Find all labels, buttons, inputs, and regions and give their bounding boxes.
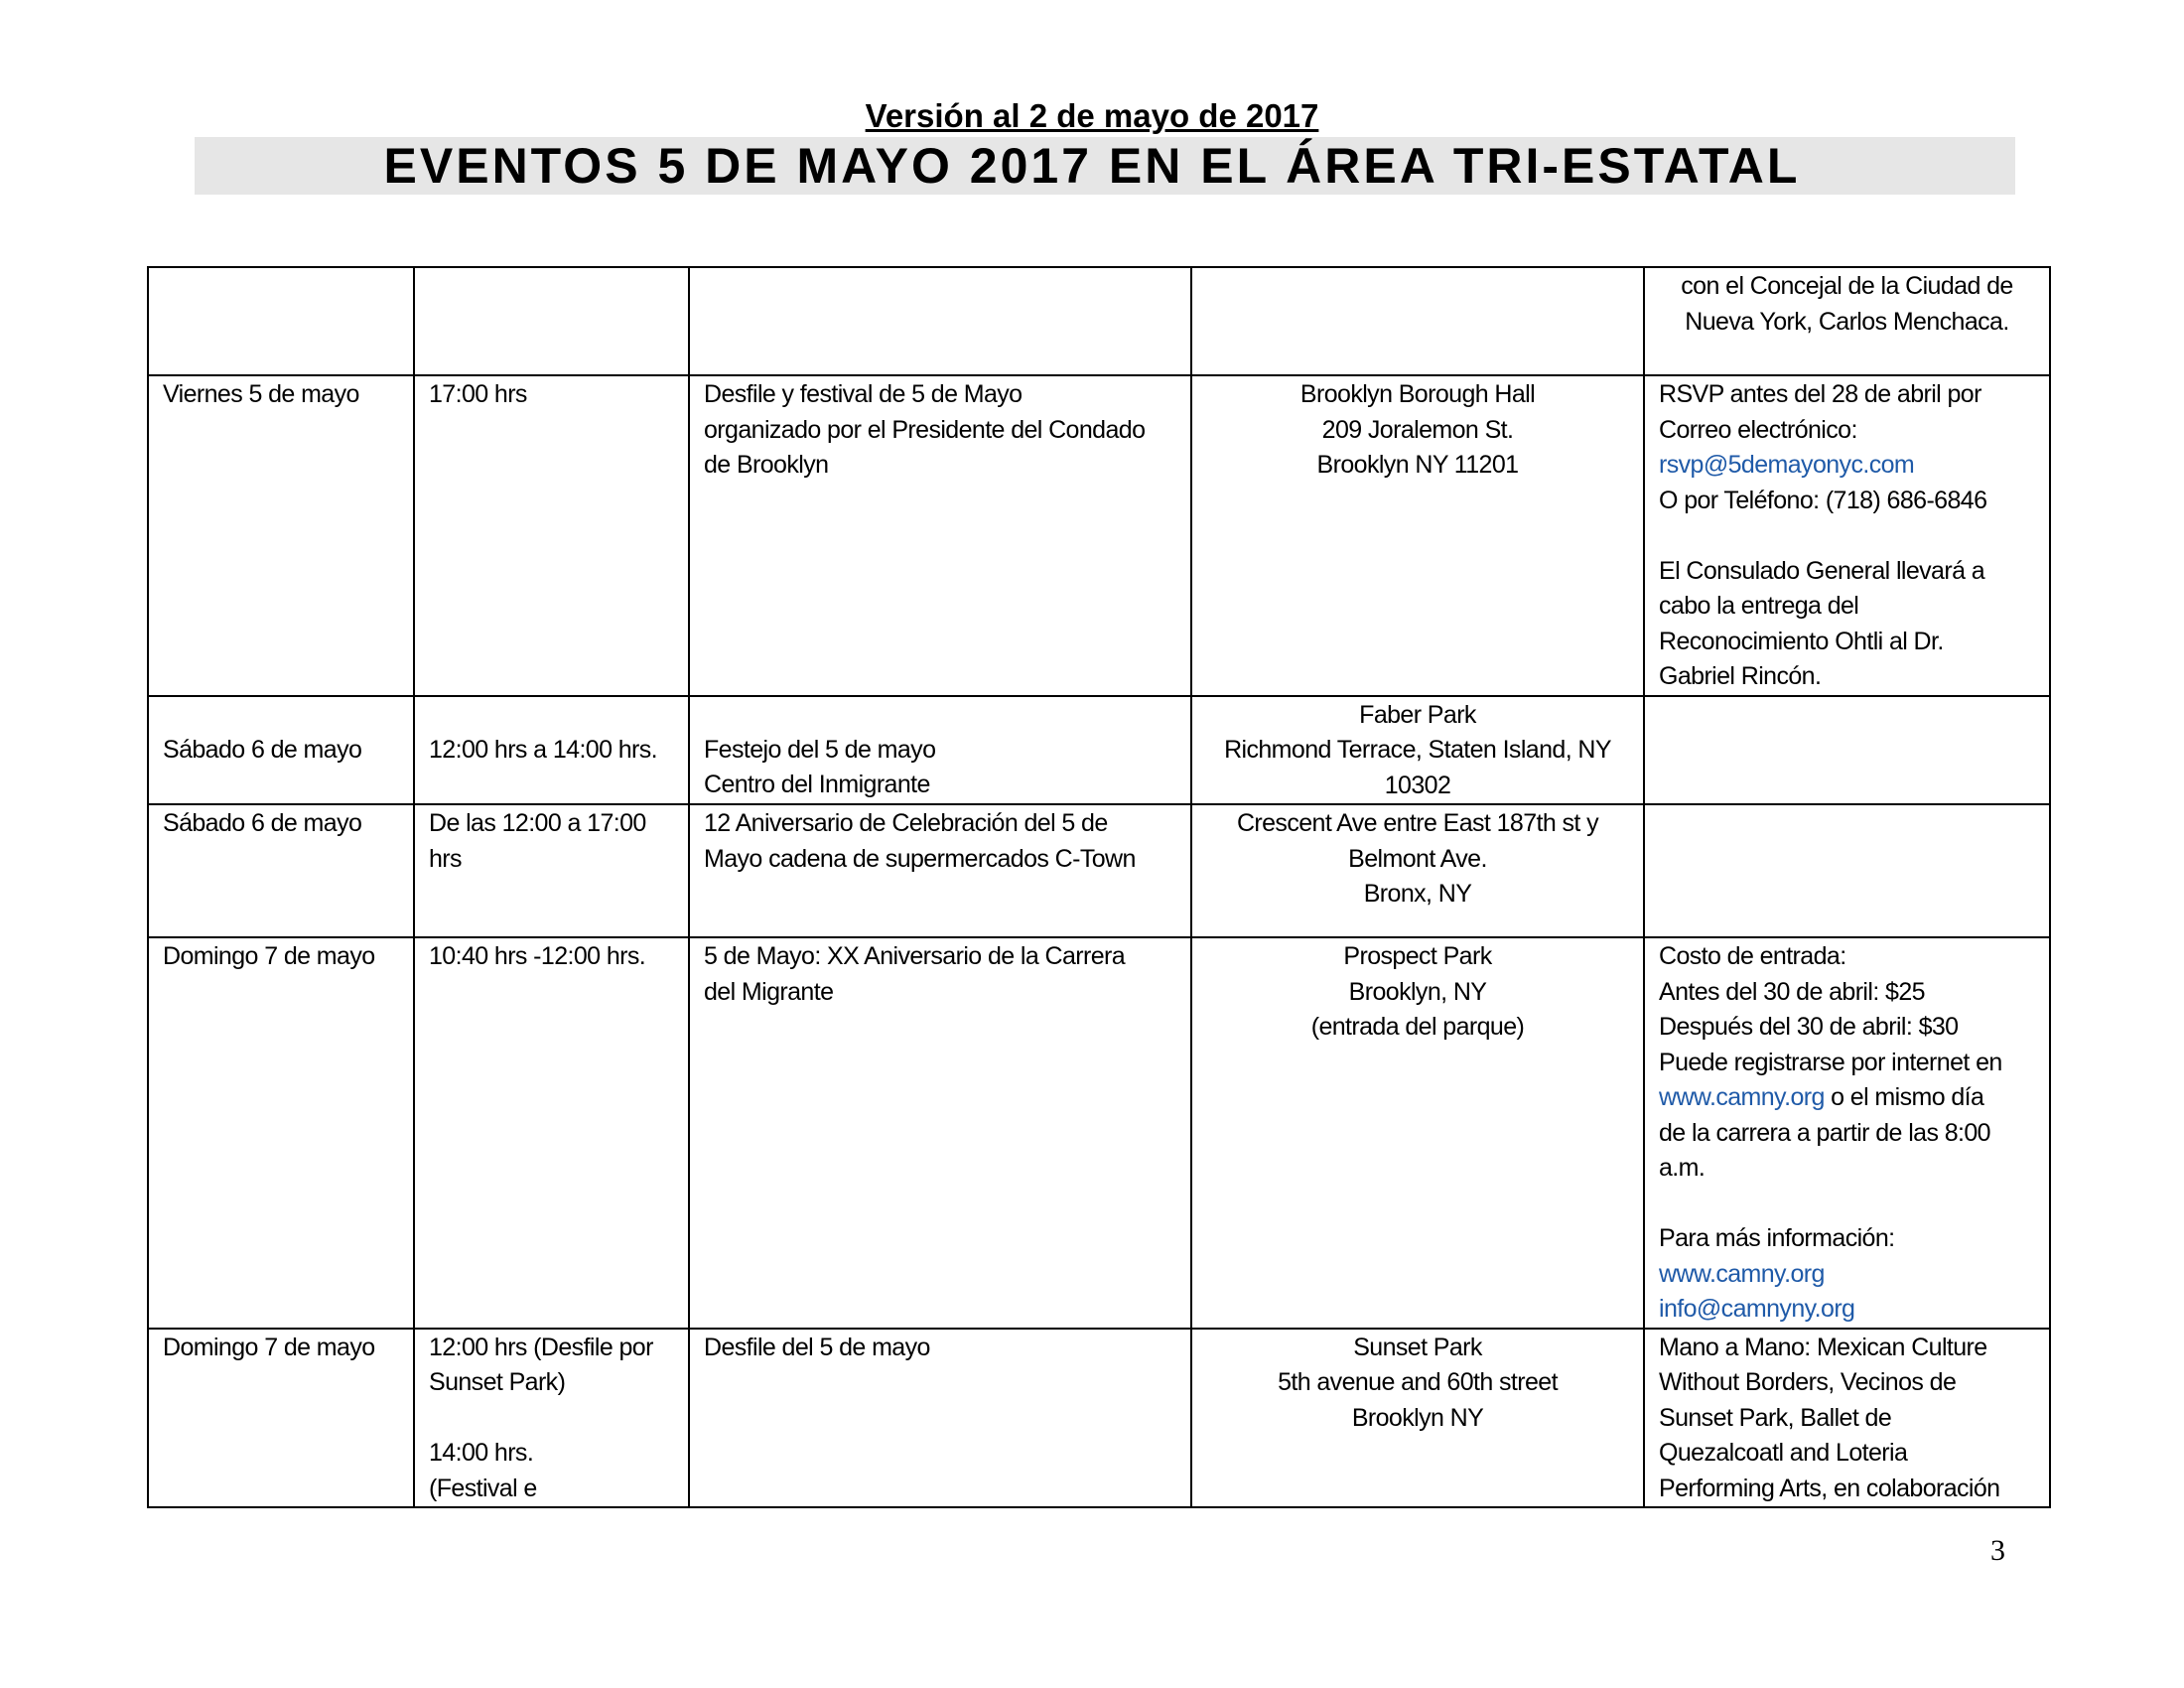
event-cell: Festejo del 5 de mayo Centro del Inmigrante [689, 696, 1191, 805]
notes-text: RSVP antes del 28 de abril por Correo electrónico: [1659, 380, 1981, 444]
date-cell: Domingo 7 de mayo [148, 1329, 414, 1508]
time-cell: 12:00 hrs (Desfile por Sunset Park) 14:00 hrs. (Festival e [414, 1329, 689, 1508]
time-cell: 17:00 hrs [414, 375, 689, 696]
table-row [148, 375, 2050, 696]
notes-cell: Mano a Mano: Mexican Culture Without Borders, Vecinos de Sunset Park, Ballet de Quezalcoatl and Loteria Performing Arts, en colaboración [1644, 1329, 2050, 1508]
date-cell: Sábado 6 de mayo [148, 696, 414, 805]
page-number: 3 [1990, 1534, 2005, 1567]
time-cell: 12:00 hrs a 14:00 hrs. [414, 696, 689, 805]
camny-website-link[interactable]: www.camny.org [1659, 1083, 1825, 1111]
notes-cell [1644, 937, 2050, 1329]
location-cell: Sunset Park 5th avenue and 60th street Brooklyn NY [1191, 1329, 1644, 1508]
date-cell: Sábado 6 de mayo [148, 804, 414, 937]
page-title: EVENTOS 5 DE MAYO 2017 EN EL ÁREA TRI-ESTATAL [383, 138, 1801, 194]
notes-text: o el mismo día de la carrera a partir de las 8:00 a.m. Para más información: [1659, 1083, 1990, 1252]
event-cell: Desfile del 5 de mayo [689, 1329, 1191, 1508]
event-cell: 12 Aniversario de Celebración del 5 de Mayo cadena de supermercados C-Town [689, 804, 1191, 937]
location-cell: Crescent Ave entre East 187th st y Belmont Ave. Bronx, NY [1191, 804, 1644, 937]
event-cell [689, 267, 1191, 375]
table-row [148, 1329, 2050, 1508]
time-cell: De las 12:00 a 17:00 hrs [414, 804, 689, 937]
event-cell: Desfile y festival de 5 de Mayo organizado por el Presidente del Condado de Brooklyn [689, 375, 1191, 696]
events-table [147, 266, 2051, 1508]
table-row [148, 804, 2050, 937]
date-cell [148, 267, 414, 375]
time-cell [414, 267, 689, 375]
date-cell: Viernes 5 de mayo [148, 375, 414, 696]
table-row [148, 267, 2050, 375]
location-cell [1191, 267, 1644, 375]
notes-text: Costo de entrada: Antes del 30 de abril: $25 Después del 30 de abril: $30 Puede registrarse por internet en [1659, 942, 2002, 1076]
notes-cell: con el Concejal de la Ciudad de Nueva York, Carlos Menchaca. [1644, 267, 2050, 375]
notes-cell [1644, 804, 2050, 937]
date-cell: Domingo 7 de mayo [148, 937, 414, 1329]
rsvp-email-link[interactable]: rsvp@5demayonyc.com [1659, 451, 1915, 479]
notes-text: O por Teléfono: (718) 686-6846 El Consulado General llevará a cabo la entrega del Reconocimiento Ohtli al Dr. Gabriel Rincón. [1659, 486, 1987, 690]
location-cell: Brooklyn Borough Hall 209 Joralemon St. Brooklyn NY 11201 [1191, 375, 1644, 696]
notes-cell [1644, 696, 2050, 805]
time-cell: 10:40 hrs -12:00 hrs. [414, 937, 689, 1329]
location-cell: Prospect Park Brooklyn, NY (entrada del parque) [1191, 937, 1644, 1329]
info-email-link[interactable]: info@camnyny.org [1659, 1295, 1855, 1323]
version-date: Versión al 2 de mayo de 2017 [865, 97, 1319, 134]
location-cell: Faber Park Richmond Terrace, Staten Island, NY 10302 [1191, 696, 1644, 805]
event-cell: 5 de Mayo: XX Aniversario de la Carrera del Migrante [689, 937, 1191, 1329]
camny-website-link[interactable]: www.camny.org [1659, 1259, 1825, 1288]
table-row [148, 696, 2050, 805]
table-row [148, 937, 2050, 1329]
notes-cell [1644, 375, 2050, 696]
